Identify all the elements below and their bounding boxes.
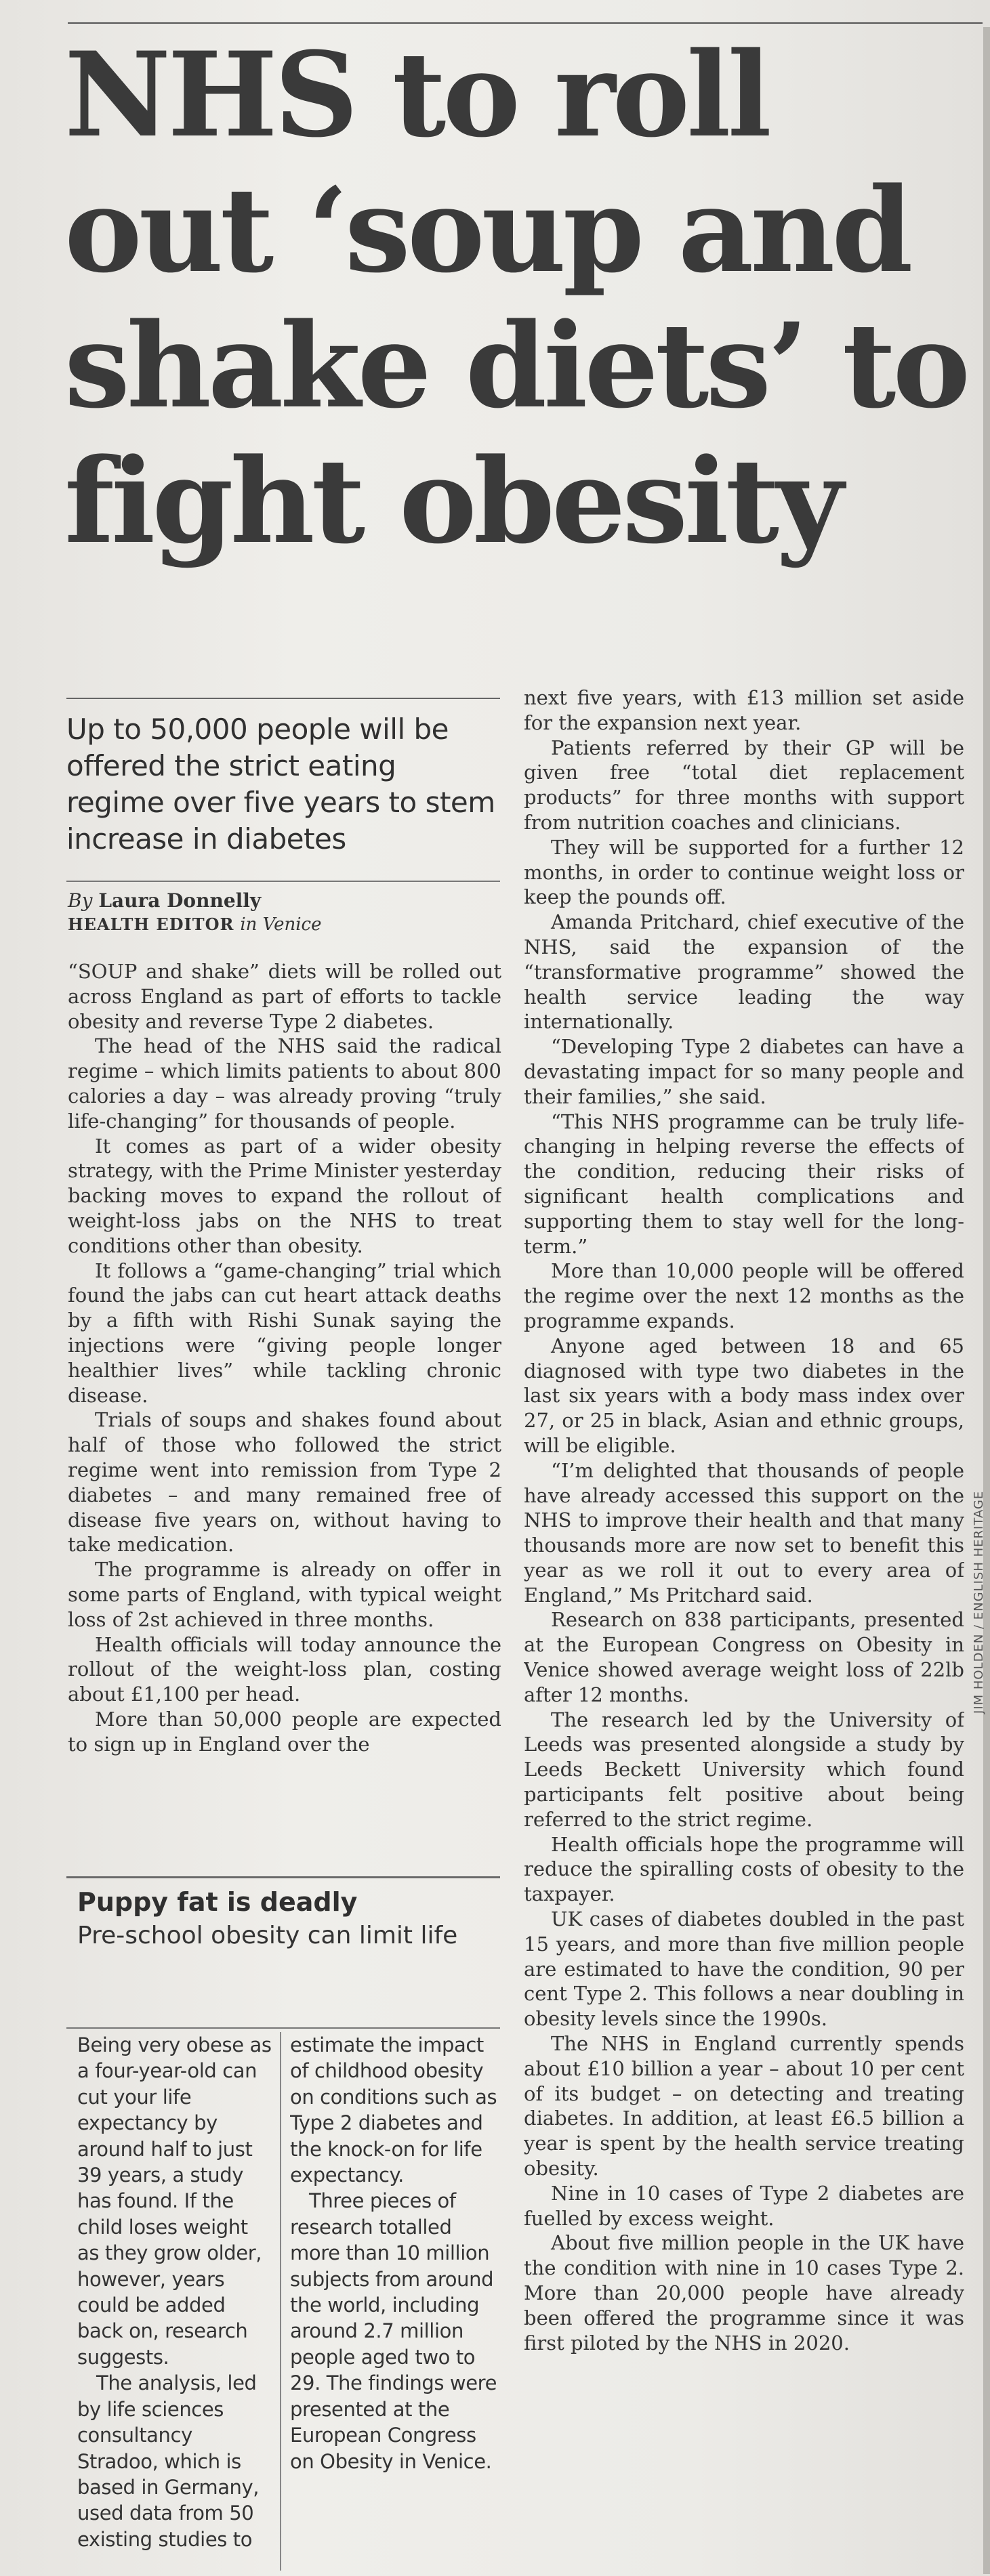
sidebar-column-divider [280, 2032, 281, 2571]
paragraph: Research on 838 participants, presented at the European Congress on Obesity in Venice showed average weight loss of 22lb after 12 months. [524, 1608, 964, 1706]
standfirst: Up to 50,000 people will be offered the strict eating regime over five years to stem increase in diabetes [66, 713, 495, 856]
paragraph: It comes as part of a wider obesity strategy, with the Prime Minister yesterday backing moves to expand the rollout of weight-loss jabs on the NHS to treat conditions other than obesity. [68, 1134, 501, 1257]
paragraph: “This NHS programme can be truly life-changing in helping reverse the effects of the condition, reducing their risks of significant health complications and supporting them to stay well for the long-term.” [524, 1110, 964, 1258]
byline [68, 889, 501, 936]
sidebar-rule-mid [66, 2027, 500, 2029]
paragraph: The programme is already on offer in some parts of England, with typical weight loss of 2st achieved in three months. [68, 1558, 501, 1631]
paragraph: Health officials will today announce the rollout of the weight-loss plan, costing about £1,100 per head. [68, 1632, 501, 1706]
paragraph: “SOUP and shake” diets will be rolled out across England as part of efforts to tackle obesity and reverse Type 2 diabetes. [68, 960, 501, 1033]
paragraph: More than 10,000 people will be offered the regime over the next 12 months as the programme expands. [524, 1259, 964, 1332]
sidebar-column-2 [290, 2032, 500, 2574]
paragraph: The research led by the University of Leeds was presented alongside a study by Leeds Beckett University which found participants felt positive about being referred to the strict regime. [524, 1708, 964, 1831]
paragraph: next five years, with £13 million set aside for the expansion next year. [524, 686, 964, 734]
paragraph: Three pieces of research totalled more than 10 million subjects from around the world, including around 2.7 million people aged two to 29. The findings were presented at the European Congress on Obesity in Venice. [290, 2189, 497, 2473]
paragraph: Patients referred by their GP will be given free “total diet replacement products” for three months with support from nutrition coaches and clinicians. [524, 736, 964, 834]
byline-by: By [68, 889, 93, 912]
paragraph: More than 50,000 people are expected to sign up in England over the [68, 1707, 501, 1756]
sidebar-subheading: Pre-school obesity can limit life [77, 1922, 458, 1949]
standfirst-rule-bottom [66, 881, 500, 882]
paragraph: The head of the NHS said the radical regime – which limits patients to about 800 calories a day – was already proving “truly life-changing” for thousands of people. [68, 1034, 501, 1133]
paragraph: UK cases of diabetes doubled in the past 15 years, and more than five million people are estimated to have the condition, 90 per cent Type 2. This follows a near doubling in obesity levels since the 1990s. [524, 1907, 964, 2031]
paragraph: Amanda Pritchard, chief executive of the NHS, said the expansion of the “transformative programme” showed the health service leading the way internationally. [524, 910, 964, 1034]
paragraph: The NHS in England currently spends about £10 billion a year – about 10 per cent of its budget – on detecting and treating diabetes. In addition, at least £6.5 billion a year is spent by the health service treating obesity. [524, 2032, 964, 2180]
paragraph: Trials of soups and shakes found about half of those who followed the strict regime went into remission from Type 2 diabetes – and many remained free of disease five years on, without having to take medication. [68, 1408, 501, 1557]
top-rule [68, 22, 983, 24]
headline-line-3: shake diets’ to [64, 297, 968, 434]
headline [64, 26, 968, 570]
headline-line-1: NHS to roll [64, 26, 768, 163]
article-column-1 [68, 959, 501, 1853]
byline-place: in Venice [240, 914, 322, 935]
headline-line-4: fight obesity [64, 432, 840, 570]
paragraph: About five million people in the UK have the condition with nine in 10 cases Type 2. More than 20,000 people have already been offered the programme since it was first piloted by the NHS in 2020. [524, 2231, 964, 2355]
paragraph: “I’m delighted that thousands of people have already accessed this support on the NHS to improve their health and that many thousands more are now set to benefit this year as we roll it out to every area of England,” Ms Pritchard said. [524, 1458, 964, 1607]
sidebar-heading: Puppy fat is deadly [77, 1887, 358, 1917]
sidebar-column-1 [77, 2032, 274, 2574]
byline-author: Laura Donnelly [98, 889, 262, 912]
paragraph: The analysis, led by life sciences consultancy Stradoo, which is based in Germany, used data from 50 existing studies to [77, 2371, 260, 2551]
page-edge [983, 27, 990, 2574]
standfirst-rule-top [66, 698, 500, 699]
headline-line-2: out ‘soup and [64, 161, 910, 299]
paragraph: It follows a “game-changing” trial which found the jabs can cut heart attack deaths by a fifth with Rishi Sunak saying the injections were “giving people longer healthier lives” while tackling chronic disease. [68, 1259, 501, 1407]
paragraph: Being very obese as a four-year-old can cut your life expectancy by around half to just 39 years, a study has found. If the child loses weight as they grow older, however, years could be added back on, research suggests. [77, 2033, 272, 2369]
paragraph: Nine in 10 cases of Type 2 diabetes are fuelled by excess weight. [524, 2181, 964, 2230]
paragraph: Anyone aged between 18 and 65 diagnosed with type two diabetes in the last six years with a body mass index over 27, or 25 in black, Asian and ethnic groups, will be eligible. [524, 1334, 964, 1457]
paragraph: They will be supported for a further 12 months, in order to continue weight loss or keep the pounds off. [524, 835, 964, 909]
photo-credit: JIM HOLDEN / ENGLISH HERITAGE [972, 1490, 986, 1714]
article-column-2 [524, 685, 964, 2569]
paragraph: Health officials hope the programme will reduce the spiralling costs of obesity to the taxpayer. [524, 1832, 964, 1906]
sidebar-rule-top [66, 1876, 500, 1878]
paragraph: estimate the impact of childhood obesity on conditions such as Type 2 diabetes and the knock-on for life expectancy. [290, 2033, 497, 2187]
paragraph: “Developing Type 2 diabetes can have a devastating impact for so many people and their families,” she said. [524, 1035, 964, 1108]
byline-role: HEALTH EDITOR [68, 914, 234, 934]
